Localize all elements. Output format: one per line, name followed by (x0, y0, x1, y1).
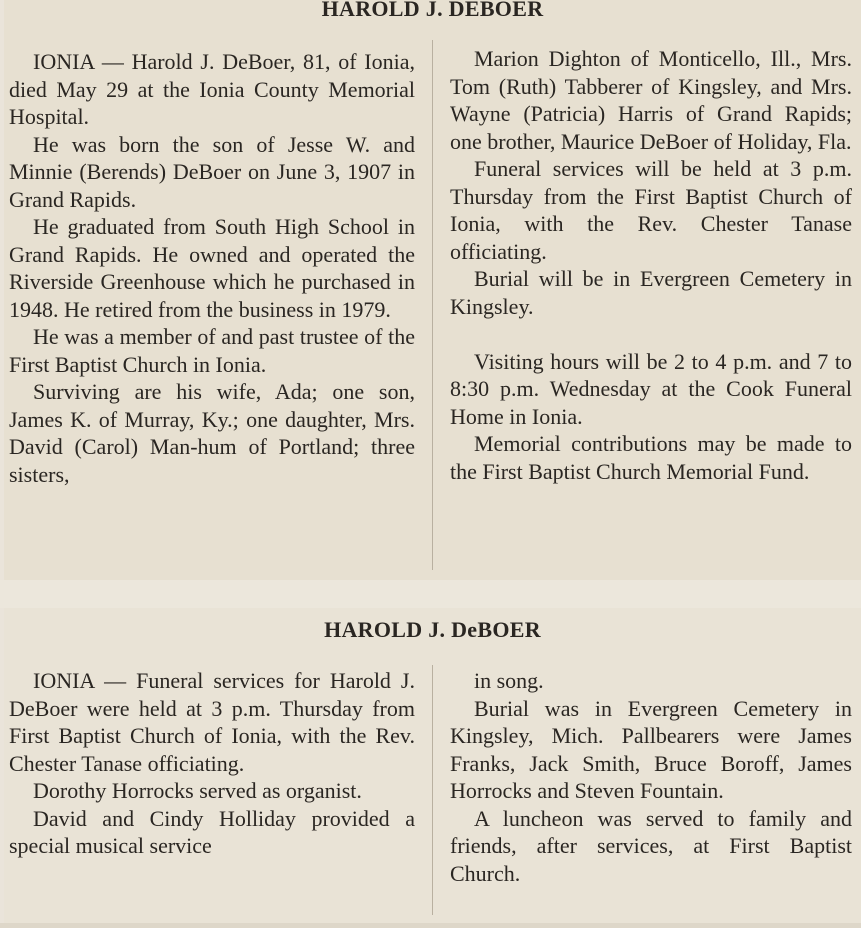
paragraph: Memorial contributions may be made to the First Baptist Church Memorial Fund. (450, 431, 852, 484)
bottom-right-column (450, 667, 852, 887)
top-left-column (9, 48, 415, 488)
paragraph (450, 320, 852, 348)
paragraph: A luncheon was served to family and friends, after services, at First Baptist Church. (450, 805, 852, 886)
paragraph: Burial was in Evergreen Cemetery in Kingsley, Mich. Pallbearers were James Franks, Jack Smith, Bruce Boroff, James Horrocks and Steven Fountain. (450, 695, 852, 803)
clipping-gap (0, 580, 861, 608)
paragraph: Surviving are his wife, Ada; one son, James K. of Murray, Ky.; one daughter, Mrs. David (Carol) Man-⁠hum of Portland; three sisters, (9, 379, 415, 487)
top-column-divider (432, 40, 433, 570)
paragraph: He graduated from South High School in Grand Rapids. He owned and operated the Riverside Greenhouse which he purchased in 1948. He retired from the business in 1979. (9, 214, 415, 322)
top-obituary-title: HAROLD J. DEBOER (321, 0, 544, 21)
bottom-left-column (9, 667, 415, 860)
paragraph: Visiting hours will be 2 to 4 p.m. and 7 to 8:30 p.m. Wednesday at the Cook Funeral Home in Ionia. (450, 348, 852, 429)
paragraph: Burial will be in Evergreen Cemetery in Kingsley. (450, 266, 852, 319)
paragraph: in song. (474, 668, 544, 693)
page-bottom-edge (0, 923, 861, 928)
paragraph: IONIA — Harold J. DeBoer, 81, of Ionia, died May 29 at the Ionia County Memorial Hospital. (9, 49, 415, 129)
paragraph: Marion Dighton of Monticello, Ill., Mrs. Tom (Ruth) Tabberer of Kingsley, and Mrs. Wayne (Patricia) Harris of Grand Rapids; one brother, Maurice DeBoer of Holiday, Fla. (450, 46, 852, 154)
paragraph: IONIA — Funeral services for Harold J. DeBoer were held at 3 p.m. Thursday from First Baptist Church of Ionia, with the Rev. Chester Tanase officiating. (9, 668, 415, 776)
paragraph: Funeral services will be held at 3 p.m. Thursday from the First Baptist Church of Ionia, with the Rev. Chester Tanase officiating. (450, 156, 852, 264)
bottom-obituary-title: HAROLD J. DeBOER (324, 617, 541, 642)
paragraph: Dorothy Horrocks served as organist. (33, 778, 362, 803)
bottom-column-divider (432, 665, 433, 915)
paragraph: David and Cindy Holliday provided a special musical service (9, 805, 415, 858)
paragraph: He was a member of and past trustee of the First Baptist Church in Ionia. (9, 324, 415, 377)
top-right-column (450, 45, 852, 485)
paragraph: He was born the son of Jesse W. and Minnie (Berends) DeBoer on June 3, 1907 in Grand Rapids. (9, 131, 415, 212)
